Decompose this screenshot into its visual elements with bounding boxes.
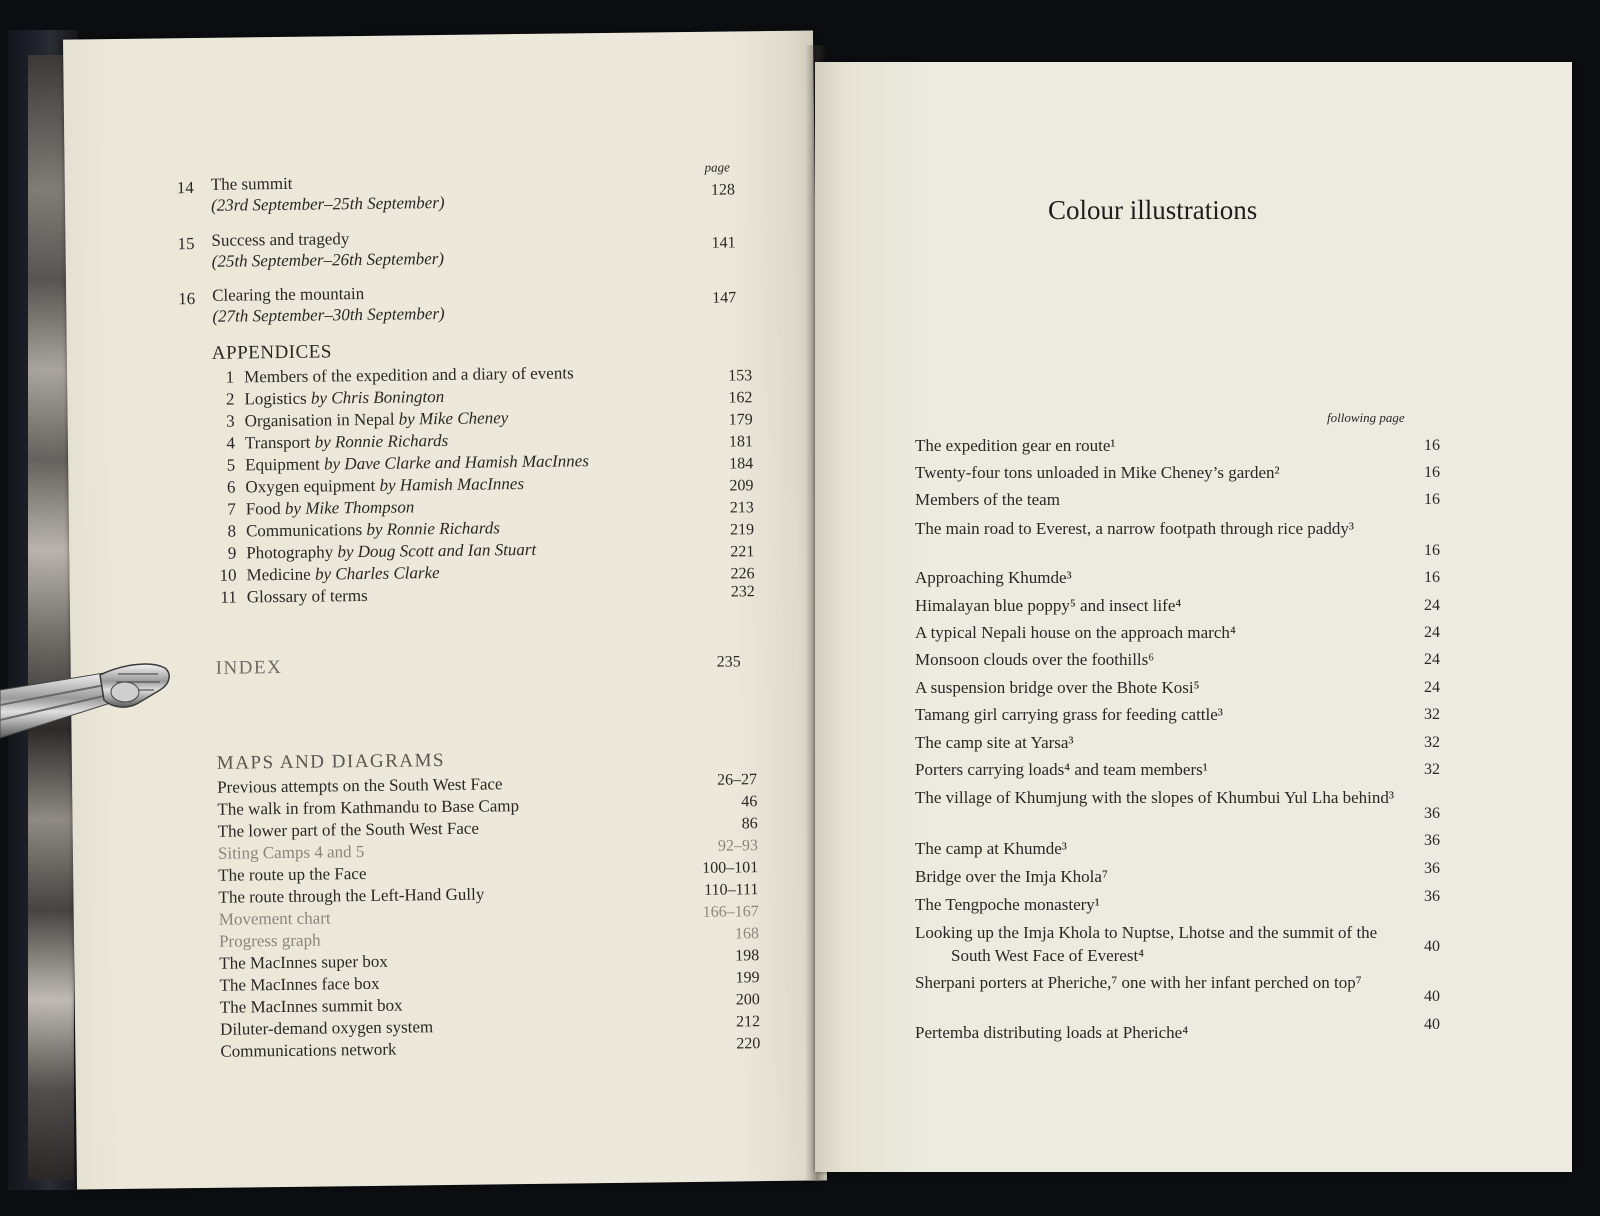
illustration-title: The main road to Everest, a narrow footpath through rice paddy³ xyxy=(915,519,1354,538)
chapter-title: The summit xyxy=(210,173,293,194)
appendix-author: by Charles Clarke xyxy=(314,563,440,584)
map-title: The MacInnes super box xyxy=(219,951,388,973)
appendix-page: 153 xyxy=(728,367,753,385)
right-page xyxy=(815,62,1572,1172)
chapter-title: Clearing the mountain xyxy=(212,283,365,305)
map-title: Communications network xyxy=(220,1039,397,1061)
appendix-title: Medicine by Charles Clarke xyxy=(246,563,440,585)
appendix-page: 226 xyxy=(730,565,755,583)
appendix-author: by Doug Scott and Ian Stuart xyxy=(337,539,537,562)
illustration-title: Tamang girl carrying grass for feeding cattle³ xyxy=(915,705,1223,724)
appendix-number: 5 xyxy=(226,455,236,475)
map-title: Movement chart xyxy=(218,908,331,929)
appendix-title: Communications by Ronnie Richards xyxy=(245,518,500,541)
map-page: 166–167 xyxy=(702,903,759,921)
appendices-list xyxy=(212,361,755,627)
map-title: Progress graph xyxy=(218,930,321,951)
colour-illustrations-title: Colour illustrations xyxy=(1048,195,1258,225)
illustration-title: Looking up the Imja Khola to Nuptse, Lhotse and the summit of the South West Face of Everest⁴ xyxy=(915,923,1378,965)
appendix-page: 184 xyxy=(729,455,754,473)
map-title: The walk in from Kathmandu to Base Camp xyxy=(217,796,520,819)
appendix-number: 11 xyxy=(220,587,237,607)
illustration-page: 36 xyxy=(1424,805,1440,822)
illustration-page: 16 xyxy=(1424,542,1440,559)
illustration-page: 16 xyxy=(1424,464,1440,481)
illustration-page: 24 xyxy=(1424,651,1440,668)
appendix-title: Organisation in Nepal by Mike Cheney xyxy=(244,408,509,431)
appendix-number: 4 xyxy=(226,433,236,453)
illustration-title: Sherpani porters at Pheriche,⁷ one with her infant perched on top⁷ xyxy=(915,973,1362,992)
map-page: 198 xyxy=(735,947,760,965)
maps-heading: MAPS AND DIAGRAMS xyxy=(216,750,446,774)
illustration-page: 36 xyxy=(1424,832,1440,849)
illustration-page: 40 xyxy=(1424,988,1440,1005)
chapter-number: 15 xyxy=(177,234,195,254)
map-title: The route up the Face xyxy=(218,863,367,885)
map-page: 220 xyxy=(736,1035,761,1053)
illustration-title: Twenty-four tons unloaded in Mike Cheney’s garden² xyxy=(915,463,1280,482)
map-title: The MacInnes face box xyxy=(219,973,380,995)
maps-list xyxy=(217,771,761,1077)
appendix-title: Oxygen equipment by Hamish MacInnes xyxy=(245,474,525,497)
appendix-number: 3 xyxy=(226,411,235,431)
appendix-title: Food by Mike Thompson xyxy=(245,497,415,519)
illustration-title: Members of the team xyxy=(915,490,1060,509)
appendix-number: 7 xyxy=(227,499,236,519)
chapter-page: 147 xyxy=(712,289,737,307)
illustration-title: Bridge over the Imja Khola⁷ xyxy=(915,867,1108,886)
map-title: Previous attempts on the South West Face xyxy=(217,774,503,797)
illustration-title: The expedition gear en route¹ xyxy=(915,436,1116,455)
appendix-number: 10 xyxy=(219,565,237,585)
appendix-title: Equipment by Dave Clarke and Hamish MacInnes xyxy=(245,451,590,475)
appendix-number: 2 xyxy=(225,389,235,409)
appendix-page: 209 xyxy=(729,477,754,495)
map-page: 46 xyxy=(741,793,758,811)
illustration-title: Monsoon clouds over the foothills⁶ xyxy=(915,650,1155,669)
illustration-page: 16 xyxy=(1424,437,1440,454)
illustration-title: A typical Nepali house on the approach march⁴ xyxy=(915,623,1236,642)
appendices-heading: APPENDICES xyxy=(211,341,333,364)
illustration-page: 24 xyxy=(1424,597,1440,614)
map-page: 92–93 xyxy=(717,837,759,855)
illustration-title: Approaching Khumde³ xyxy=(915,568,1072,587)
illustrations-list xyxy=(915,434,1440,1114)
illustration-title: The village of Khumjung with the slopes of Khumbui Yul Lha behind³ xyxy=(915,788,1394,807)
illustration-page: 24 xyxy=(1424,679,1440,696)
appendix-page: 232 xyxy=(730,583,755,601)
appendix-title: Members of the expedition and a diary of events xyxy=(244,363,574,387)
map-page: 212 xyxy=(735,1013,761,1031)
illustration-page: 32 xyxy=(1424,761,1440,778)
appendix-author: by Chris Bonington xyxy=(310,386,445,408)
appendix-number: 1 xyxy=(225,367,235,387)
illustration-page: 32 xyxy=(1424,734,1440,751)
illustration-page: 36 xyxy=(1424,888,1440,905)
illustration-page: 36 xyxy=(1424,860,1440,877)
appendix-title: Glossary of terms xyxy=(246,585,368,607)
map-title: The MacInnes summit box xyxy=(219,995,403,1017)
following-page-label: following page xyxy=(1327,410,1405,425)
illustration-page: 40 xyxy=(1424,938,1440,955)
chapter-number: 14 xyxy=(176,178,194,198)
map-page: 86 xyxy=(741,815,758,833)
illustration-title: A suspension bridge over the Bhote Kosi⁵ xyxy=(915,678,1200,697)
left-page xyxy=(63,30,827,1189)
chapter-dates: (27th September–30th September) xyxy=(212,303,445,326)
appendix-author: by Mike Thompson xyxy=(284,497,415,518)
appendix-author: by Mike Cheney xyxy=(398,408,509,429)
appendix-title: Transport by Ronnie Richards xyxy=(244,430,449,453)
map-page: 168 xyxy=(734,925,760,943)
appendix-page: 179 xyxy=(728,411,753,429)
map-page: 199 xyxy=(735,969,760,987)
illustration-page: 16 xyxy=(1424,569,1440,586)
chapter-dates: (25th September–26th September) xyxy=(211,248,445,271)
appendix-page: 221 xyxy=(730,543,755,561)
chapter-number: 16 xyxy=(178,289,196,309)
map-page: 100–101 xyxy=(702,859,759,877)
illustration-title: Himalayan blue poppy⁵ and insect life⁴ xyxy=(915,596,1182,615)
illustration-title: The camp at Khumde³ xyxy=(915,839,1067,858)
index-label: INDEX xyxy=(215,656,283,679)
illustration-page: 40 xyxy=(1424,1016,1440,1033)
appendix-author: by Ronnie Richards xyxy=(314,430,449,452)
appendix-page: 219 xyxy=(729,521,755,539)
appendix-title: Logistics by Chris Bonington xyxy=(244,386,445,409)
chapter-title: Success and tragedy xyxy=(211,229,350,250)
chapter-page: 128 xyxy=(710,181,735,199)
appendix-number: 9 xyxy=(227,543,237,563)
illustration-title: The Tengpoche monastery¹ xyxy=(915,895,1100,914)
chapter-page: 141 xyxy=(711,234,736,252)
map-page: 110–111 xyxy=(704,881,759,899)
map-title: Siting Camps 4 and 5 xyxy=(217,842,365,863)
bookmark-clip-icon xyxy=(0,660,175,750)
appendix-title: Photography by Doug Scott and Ian Stuart xyxy=(246,539,537,563)
map-title: The lower part of the South West Face xyxy=(217,818,480,841)
illustration-title: Porters carrying loads⁴ and team members¹ xyxy=(915,760,1208,779)
chapter-dates: (23rd September–25th September) xyxy=(210,192,445,215)
appendix-number: 6 xyxy=(226,477,236,497)
appendix-author: by Ronnie Richards xyxy=(366,518,500,539)
illustration-page: 24 xyxy=(1424,624,1440,641)
index-page: 235 xyxy=(716,653,741,671)
illustration-page: 32 xyxy=(1424,706,1440,723)
appendix-author: by Hamish MacInnes xyxy=(379,474,525,495)
illustration-title: Pertemba distributing loads at Pheriche⁴ xyxy=(915,1023,1189,1042)
map-title: Diluter-demand oxygen system xyxy=(219,1017,434,1039)
page-column-label: page xyxy=(704,159,730,175)
appendix-author: by Dave Clarke and Hamish MacInnes xyxy=(323,451,590,474)
appendix-page: 162 xyxy=(728,389,753,407)
map-page: 26–27 xyxy=(716,771,758,789)
appendix-page: 181 xyxy=(728,433,754,451)
map-title: The route through the Left-Hand Gully xyxy=(218,884,485,907)
illustration-title: The camp site at Yarsa³ xyxy=(915,733,1074,752)
appendix-number: 8 xyxy=(227,521,237,541)
illustration-page: 16 xyxy=(1424,491,1440,508)
appendix-page: 213 xyxy=(729,499,754,517)
map-page: 200 xyxy=(735,991,760,1009)
